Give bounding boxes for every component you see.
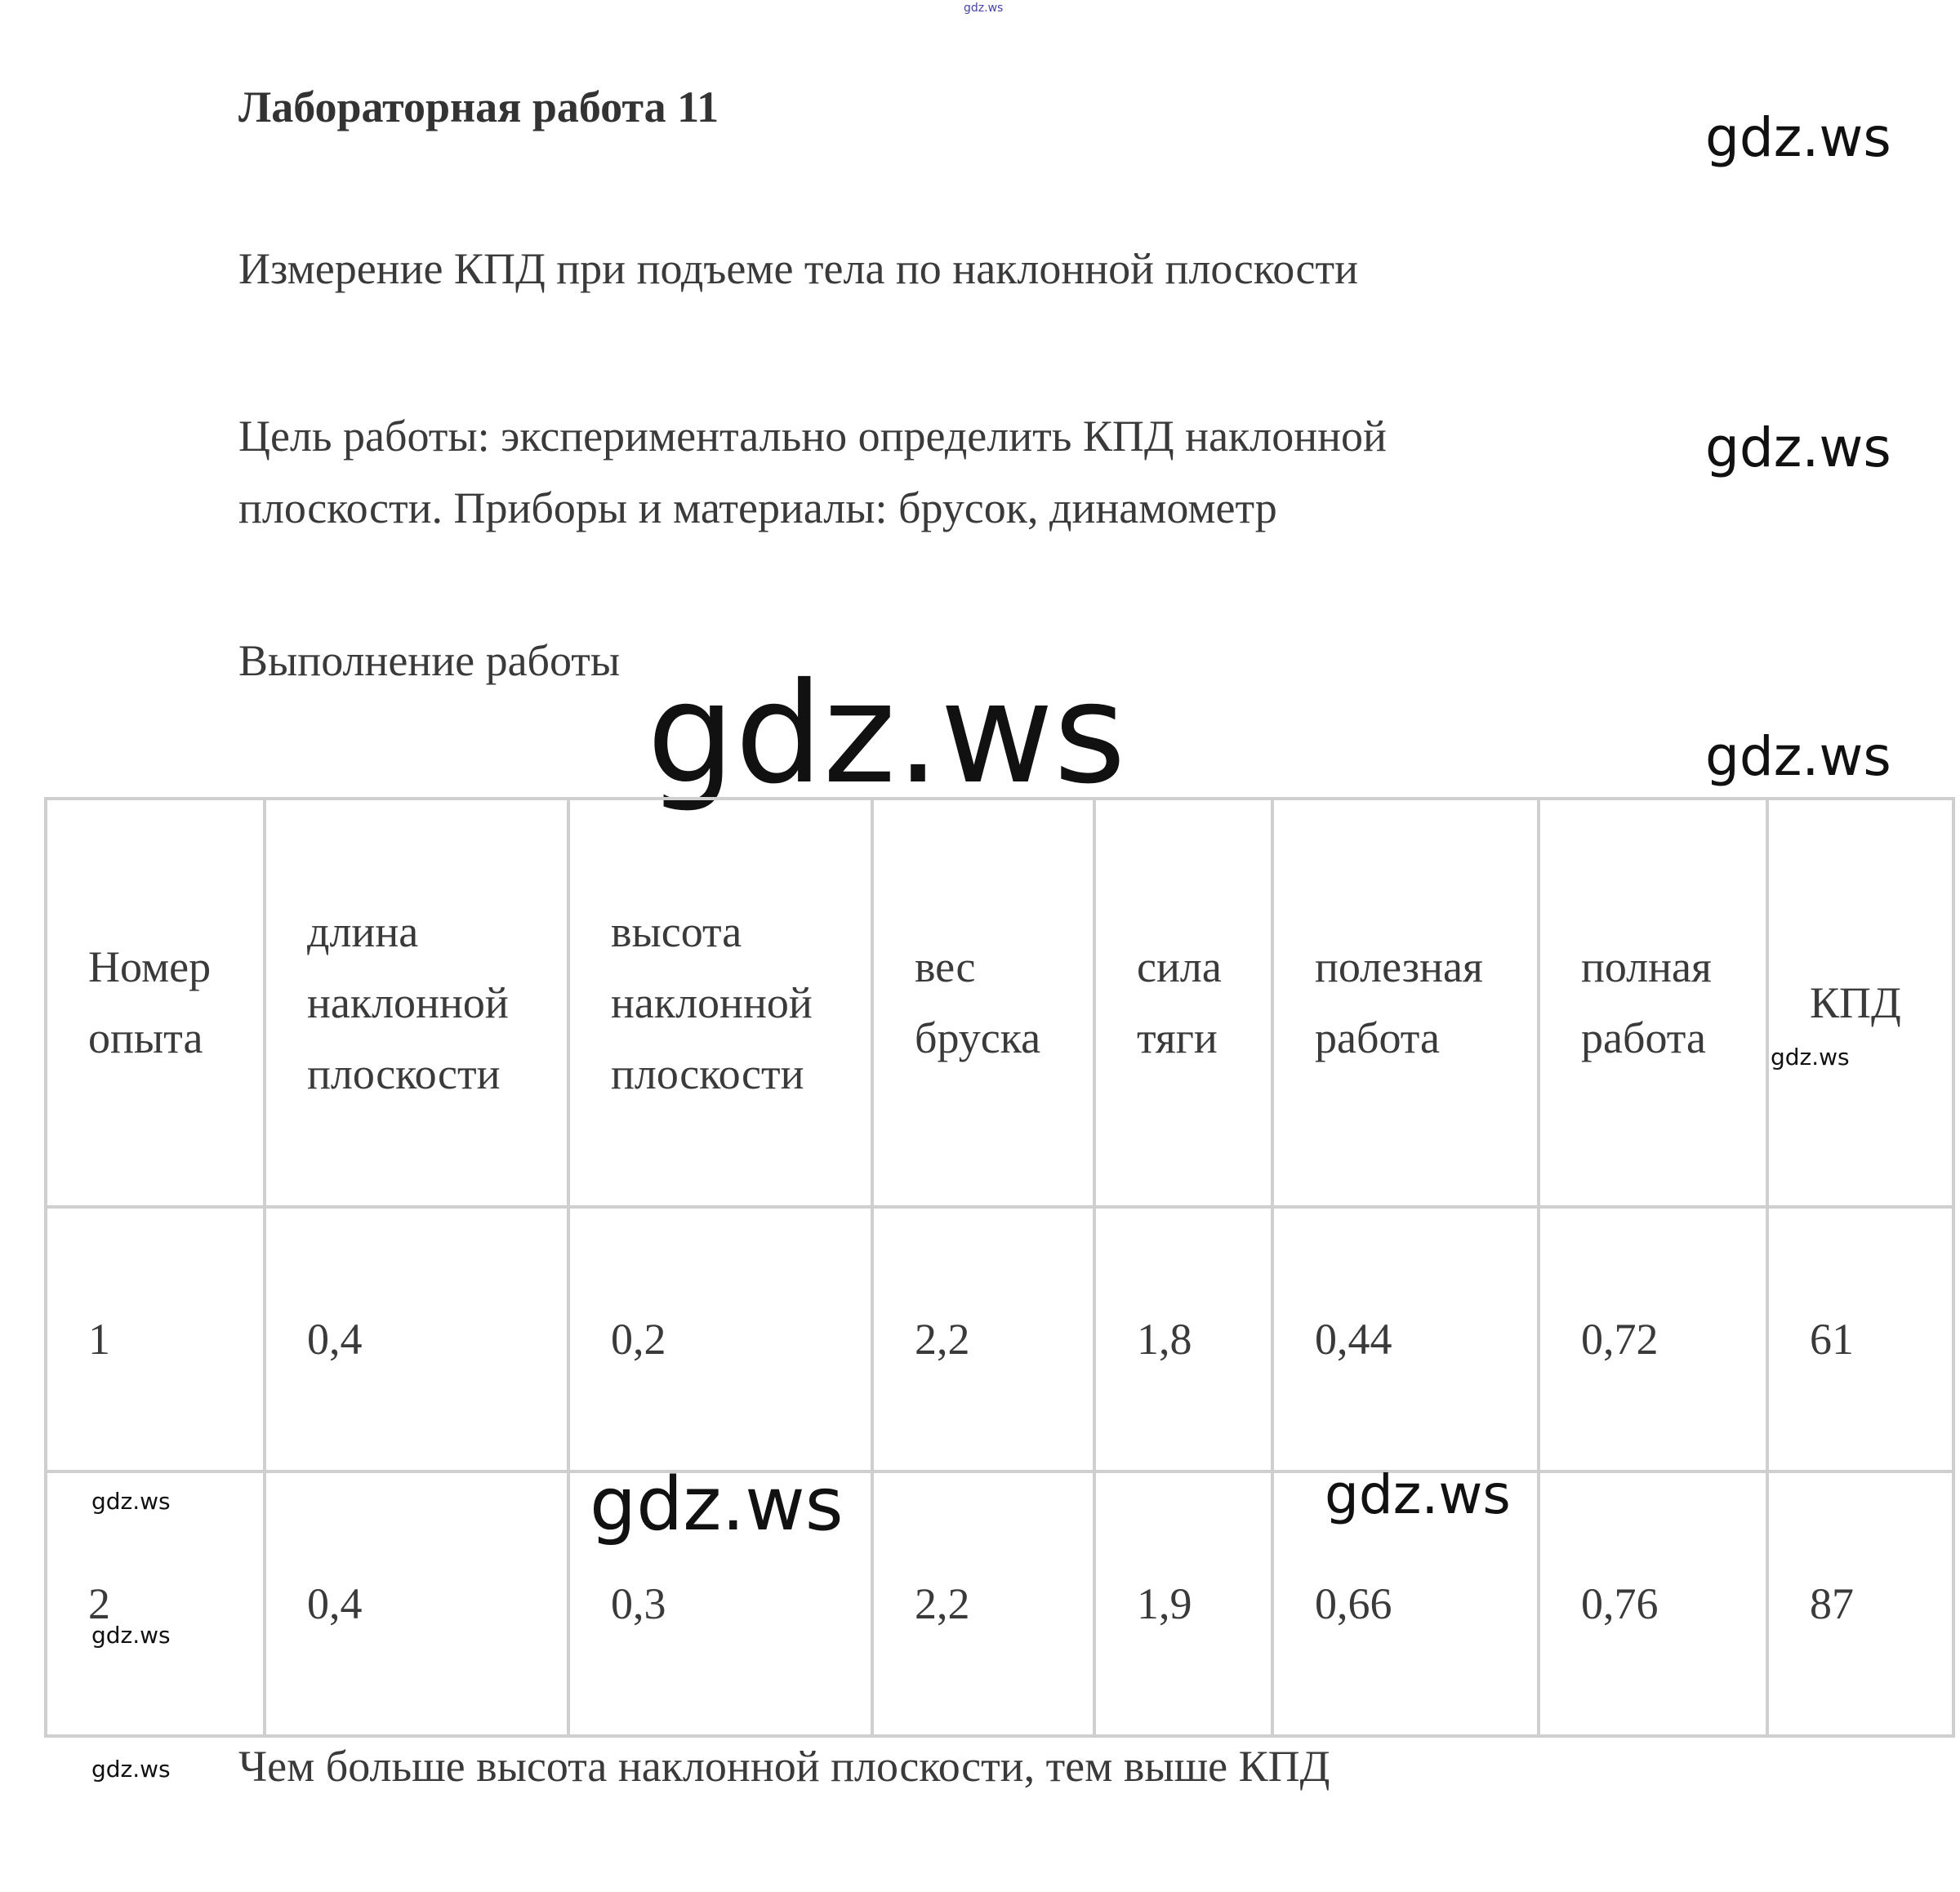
table-cell: 0,44 [1272, 1207, 1539, 1471]
watermark-top-tiny: gdz.ws [964, 2, 1004, 15]
watermark-row2-b: gdz.ws [91, 1622, 171, 1649]
table-row [46, 1207, 1953, 1471]
table-cell: 0,4 [265, 1471, 568, 1736]
watermark-row2-big-1: gdz.ws [590, 1462, 844, 1547]
table-row [46, 1471, 1953, 1736]
header-cell: вес бруска [872, 799, 1094, 1207]
conclusion-text: Чем больше высота наклонной плоскости, тем выше КПД [238, 1742, 1330, 1791]
table-cell: 0,2 [568, 1207, 872, 1471]
table-cell: 2,2 [872, 1471, 1094, 1736]
watermark-kpd-cell: gdz.ws [1771, 1044, 1850, 1071]
header-cell: Номер опыта [46, 799, 265, 1207]
watermark-center-huge: gdz.ws [647, 653, 1126, 815]
header-cell: высота наклонной плоскости [568, 799, 872, 1207]
results-table [44, 797, 1955, 1738]
table-cell: 87 [1767, 1471, 1953, 1736]
header-cell: сила тяги [1094, 799, 1272, 1207]
watermark-bottom-left: gdz.ws [91, 1756, 171, 1783]
watermark-right-3: gdz.ws [1705, 725, 1891, 788]
header-cell: длина наклонной плоскости [265, 799, 568, 1207]
table-cell: 2,2 [872, 1207, 1094, 1471]
table-header-row [46, 799, 1953, 1207]
table-cell: 0,72 [1539, 1207, 1767, 1471]
header-cell: полезная работа [1272, 799, 1539, 1207]
page-title: Лабораторная работа 11 [238, 82, 719, 131]
table-cell: 2 [46, 1471, 265, 1736]
table-cell: 1,9 [1094, 1471, 1272, 1736]
execution-heading: Выполнение работы [238, 636, 621, 685]
watermark-right-2: gdz.ws [1705, 416, 1891, 479]
goal-line-1: Цель работы: экспериментально определить КПД наклонной [238, 412, 1387, 461]
table-cell: 1,8 [1094, 1207, 1272, 1471]
table-cell: 0,3 [568, 1471, 872, 1736]
table-cell: 1 [46, 1207, 265, 1471]
goal-paragraph [238, 400, 1545, 544]
watermark-row2-a: gdz.ws [91, 1488, 171, 1515]
header-cell: КПД [1767, 799, 1953, 1207]
table-cell: 0,76 [1539, 1471, 1767, 1736]
goal-line-2: плоскости. Приборы и материалы: брусок, динамометр [238, 483, 1277, 532]
header-cell: полная работа [1539, 799, 1767, 1207]
watermark-row2-big-2: gdz.ws [1325, 1463, 1511, 1526]
watermark-right-1: gdz.ws [1705, 106, 1891, 169]
table-cell: 0,4 [265, 1207, 568, 1471]
table-cell: 61 [1767, 1207, 1953, 1471]
lab-subtitle: Измерение КПД при подъеме тела по наклонной плоскости [238, 244, 1359, 293]
table-cell: 0,66 [1272, 1471, 1539, 1736]
